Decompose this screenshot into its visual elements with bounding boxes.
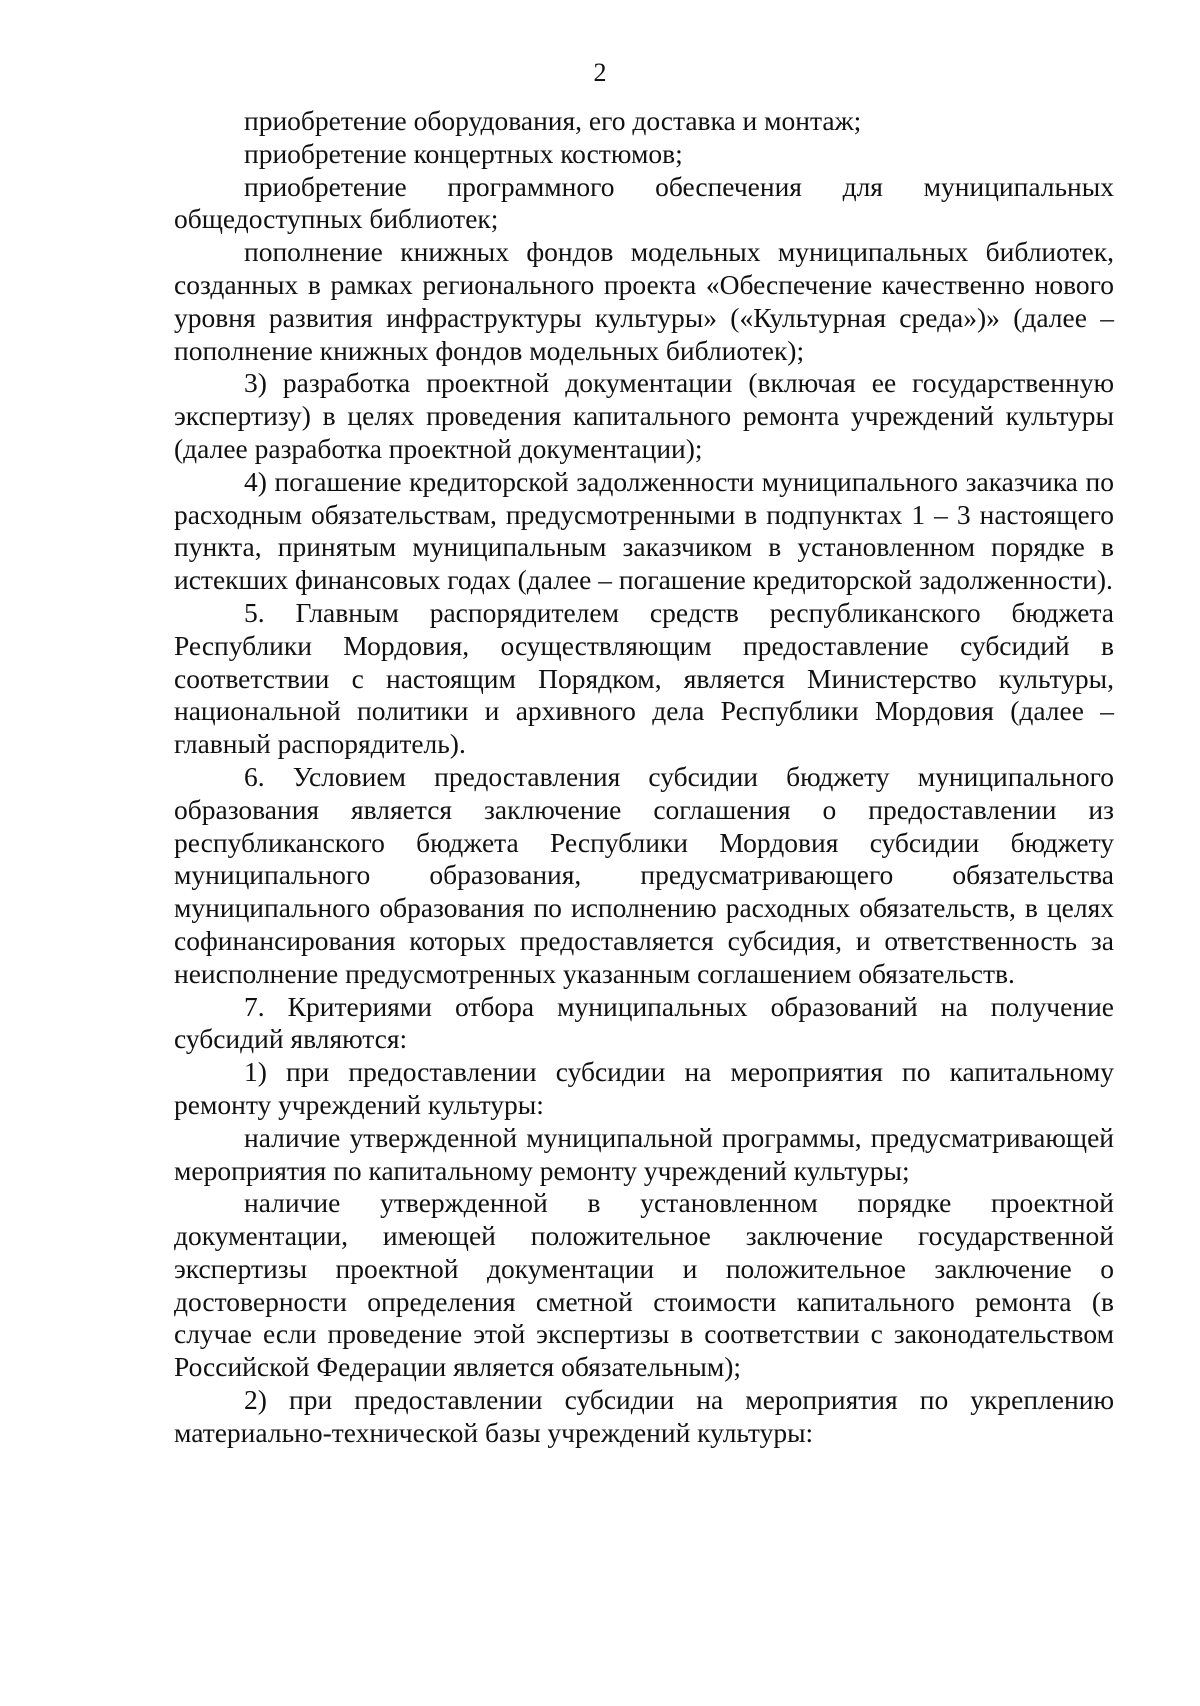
paragraph-approved-documentation: наличие утвержденной в установленном порядке проектной документации, имеющей положительное заключение государственной экспертизы проектной документации и положительное заключение о достоверности определения сметной стоимости капитального ремонта (в случае если проведение этой экспертизы в соответствии с законодательством Российской Федерации является обязательным); <box>174 1187 1114 1383</box>
paragraph-concert-costumes: приобретение концертных костюмов; <box>244 137 683 169</box>
paragraph-item-4-debt-repayment: 4) погашение кредиторской задолженности муниципального заказчика по расходным обязательствам, предусмотренными в подпунктах 1 – 3 настоящего пункта, принятым муниципальным заказчиком в установленном порядке в истекших финансовых годах (далее – погашение кредиторской задолженности). <box>174 465 1114 596</box>
paragraph-criteria-1-capital-repair: 1) при предоставлении субсидии на мероприятия по капитальному ремонту учреждений культуры: <box>174 1056 1114 1120</box>
page-number: 2 <box>593 58 607 87</box>
paragraph-book-funds: пополнение книжных фондов модельных муниципальных библиотек, созданных в рамках регионального проекта «Обеспечение качественно нового уровня развития инфраструктуры культуры» («Культурная среда»)» (далее – пополнение книжных фондов модельных библиотек); <box>174 236 1114 366</box>
paragraph-library-software: приобретение программного обеспечения для муниципальных общедоступных библиотек; <box>174 170 1114 235</box>
paragraph-section-6-condition: 6. Условием предоставления субсидии бюджету муниципального образования является заключение соглашения о предоставлении из республиканского бюджета Республики Мордовия субсидии бюджету муниципального образования, предусматривающего обязательства муниципального образования по исполнению расходных обязательств, в целях софинансирования которых предоставляется субсидия, и ответственность за неисполнение предусмотренных указанным соглашением обязательств. <box>174 760 1114 989</box>
paragraph-section-7-criteria: 7. Критериями отбора муниципальных образований на получение субсидий являются: <box>174 990 1114 1055</box>
document-body <box>174 105 1114 1450</box>
paragraph-criteria-2-material-base: 2) при предоставлении субсидии на мероприятия по укреплению материально-технической базы учреждений культуры: <box>174 1384 1114 1448</box>
paragraph-section-5-chief-administrator: 5. Главным распорядителем средств республиканского бюджета Республики Мордовия, осуществляющим предоставление субсидий в соответствии с настоящим Порядком, является Министерство культуры, национальной политики и архивного дела Республики Мордовия (далее – главный распорядитель). <box>174 596 1114 760</box>
paragraph-equipment-purchase: приобретение оборудования, его доставка и монтаж; <box>244 105 862 136</box>
paragraph-item-3-design-documentation: 3) разработка проектной документации (включая ее государственную экспертизу) в целях проведения капитального ремонта учреждений культуры (далее разработка проектной документации); <box>174 367 1114 464</box>
paragraph-approved-program: наличие утвержденной муниципальной программы, предусматривающей мероприятия по капитальному ремонту учреждений культуры; <box>174 1121 1114 1186</box>
